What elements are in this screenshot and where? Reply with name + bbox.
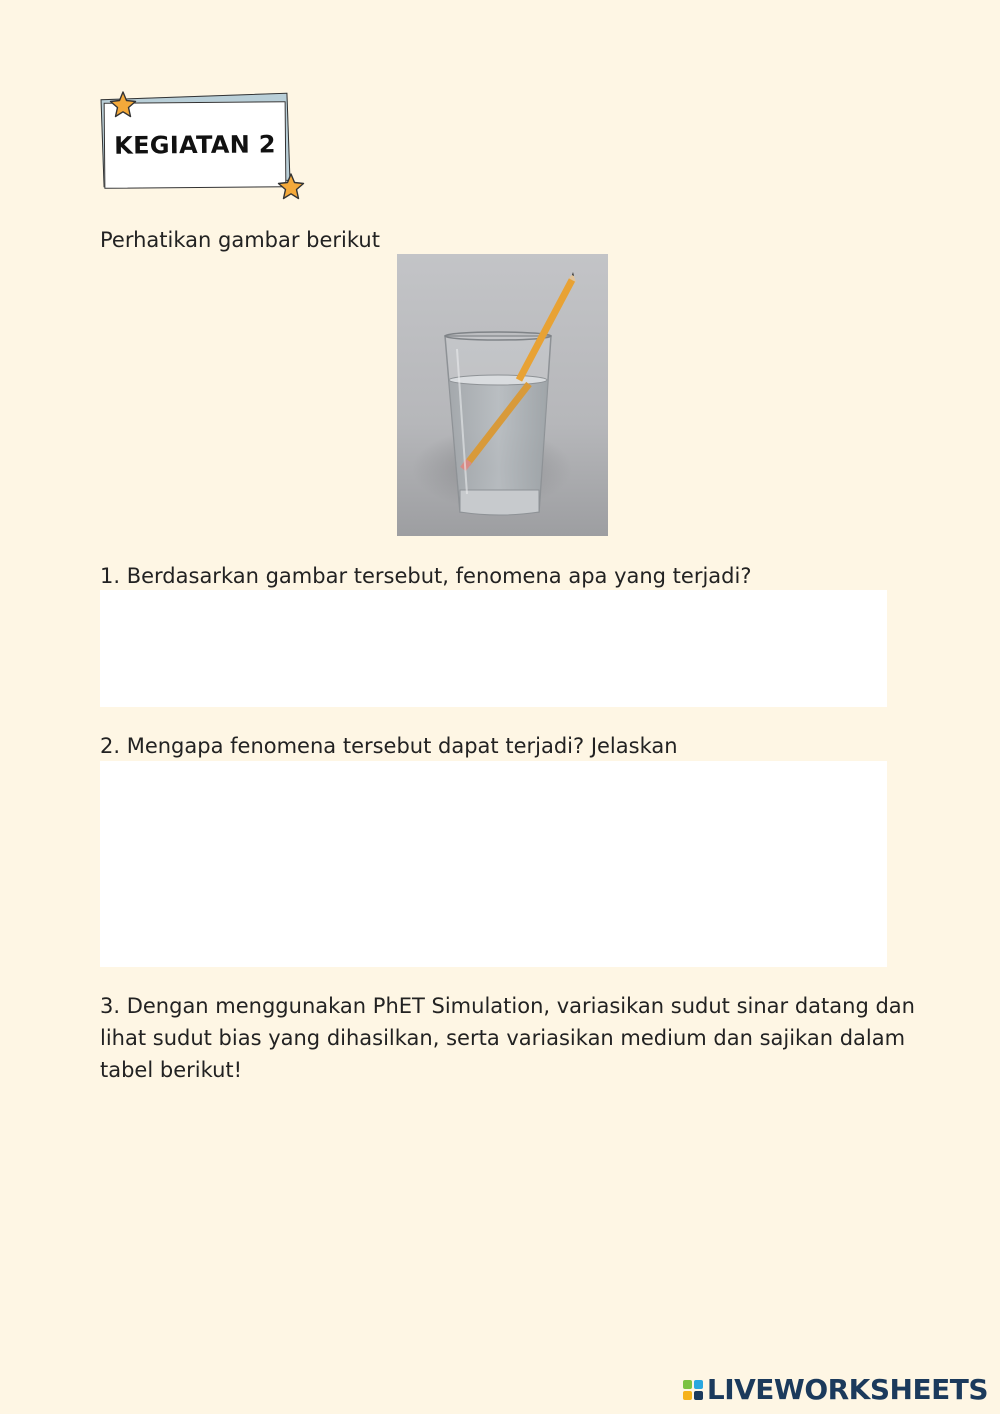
answer-box-2[interactable]: [100, 761, 887, 967]
liveworksheets-wordmark: LIVEWORKSHEETS: [706, 1373, 988, 1406]
title-card: [96, 88, 311, 200]
question-3: 3. Dengan menggunakan PhET Simulation, variasikan sudut sinar datang dan lihat sudut bias yang dihasilkan, serta variasikan medium dan sajikan dalam tabel berikut!: [100, 994, 915, 1082]
pencil-in-water-glass-photo: [397, 254, 608, 536]
liveworksheets-logo[interactable]: [683, 1373, 988, 1406]
liveworksheets-icon: [683, 1380, 703, 1400]
answer-box-1[interactable]: [100, 590, 887, 707]
star-icon: [276, 172, 306, 202]
intro-text: Perhatikan gambar berikut: [100, 228, 380, 252]
question-1: 1. Berdasarkan gambar tersebut, fenomena apa yang terjadi?: [100, 564, 752, 588]
question-2: 2. Mengapa fenomena tersebut dapat terjadi? Jelaskan: [100, 734, 678, 758]
activity-title: KEGIATAN 2: [114, 130, 276, 160]
star-icon: [108, 90, 138, 120]
